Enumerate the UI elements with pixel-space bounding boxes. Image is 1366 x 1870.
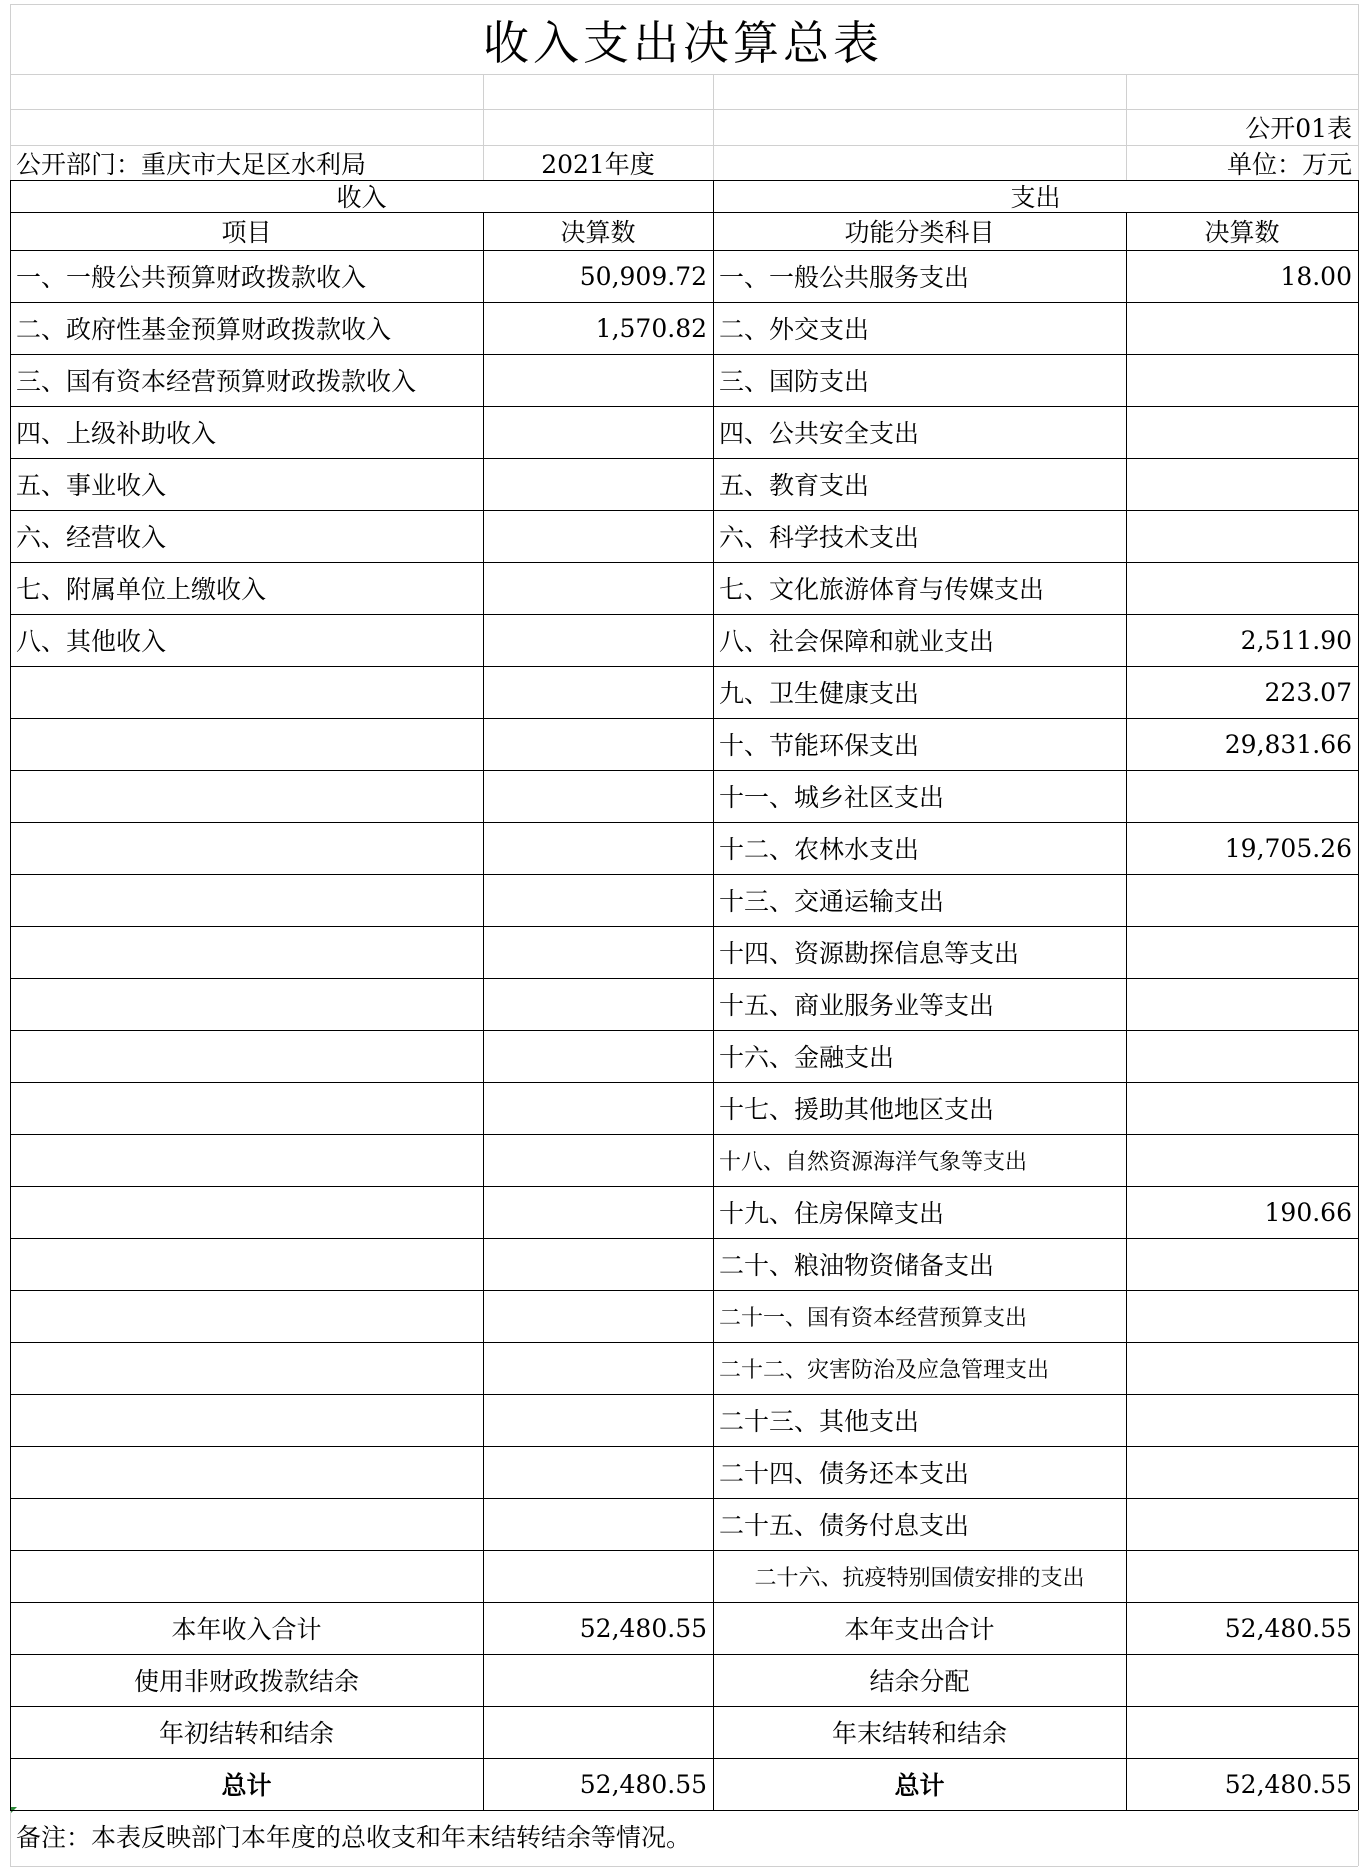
- income-section-header: 收入: [336, 183, 387, 212]
- grid-line: [10, 145, 1358, 146]
- income-item-cell: [10, 822, 483, 874]
- income-item-cell: 一、一般公共预算财政拨款收入: [16, 263, 367, 292]
- grid-line: [10, 1134, 1358, 1135]
- expense-amount-cell: [1126, 302, 1358, 354]
- income-item-cell: 二、政府性基金预算财政拨款收入: [16, 315, 392, 344]
- expense-item-cell: 十六、金融支出: [719, 1043, 895, 1072]
- grid-line: [10, 1030, 1358, 1031]
- grid-line: [10, 406, 1358, 407]
- grid-line: [10, 180, 1358, 181]
- expense-amount-cell: [1126, 978, 1358, 1030]
- grid-line: [10, 614, 1358, 615]
- expense-item-cell: 一、一般公共服务支出: [719, 263, 970, 292]
- income-amount-cell: [483, 1342, 713, 1394]
- income-amount-cell: [483, 406, 713, 458]
- grid-line: [10, 74, 1358, 75]
- income-item-cell: 八、其他收入: [16, 627, 167, 656]
- income-amount-cell: [483, 614, 713, 666]
- income-amount-cell: [483, 458, 713, 510]
- income-amount-cell: [483, 770, 713, 822]
- expense-item-cell: 十四、资源勘探信息等支出: [719, 939, 1020, 968]
- income-item-cell: [10, 1342, 483, 1394]
- grid-line: [10, 926, 1358, 927]
- grid-line: [10, 770, 1358, 771]
- grid-line: [10, 718, 1358, 719]
- expense-item-cell: 十三、交通运输支出: [719, 887, 945, 916]
- expense-item-cell: 十九、住房保障支出: [719, 1199, 945, 1228]
- expense-item-cell: 二十一、国有资本经营预算支出: [719, 1305, 1028, 1331]
- income-summary-label: 年初结转和结余: [158, 1719, 334, 1748]
- income-summary-label: 使用非财政拨款结余: [133, 1667, 359, 1696]
- grid-line: [10, 874, 1358, 875]
- income-amount-cell: [483, 666, 713, 718]
- income-item-cell: [10, 1082, 483, 1134]
- income-amount-cell: [483, 978, 713, 1030]
- income-item-cell: [10, 1134, 483, 1186]
- income-item-cell: [10, 666, 483, 718]
- expense-amount-cell: [1126, 1290, 1358, 1342]
- grid-line: [10, 1602, 1358, 1603]
- grid-line: [10, 1342, 1358, 1343]
- expense-item-cell: 二十二、灾害防治及应急管理支出: [719, 1357, 1050, 1383]
- expense-summary-label: 总计: [894, 1771, 945, 1800]
- grid-line: [10, 250, 1358, 251]
- income-item-cell: [10, 874, 483, 926]
- expense-amount-cell: [1126, 1446, 1358, 1498]
- income-amount-cell: 50,909.72: [579, 261, 707, 291]
- grid-line: [10, 109, 1358, 110]
- expense-amount-cell: [1126, 1498, 1358, 1550]
- grid-line: [10, 1446, 1358, 1447]
- grid-line: [10, 4, 11, 180]
- grid-line: [10, 1186, 1358, 1187]
- expense-amount-header: 决算数: [1204, 218, 1280, 247]
- grid-line: [10, 458, 1358, 459]
- income-amount-cell: [483, 874, 713, 926]
- expense-amount-cell: [1126, 510, 1358, 562]
- income-amount-cell: [483, 822, 713, 874]
- expense-item-cell: 十八、自然资源海洋气象等支出: [719, 1149, 1028, 1175]
- grid-line: [10, 1810, 1358, 1811]
- income-amount-cell: [483, 926, 713, 978]
- income-item-cell: 三、国有资本经营预算财政拨款收入: [16, 367, 417, 396]
- income-amount-cell: [483, 510, 713, 562]
- expense-item-cell: 七、文化旅游体育与传媒支出: [719, 575, 1045, 604]
- grid-line: [10, 1394, 1358, 1395]
- grid-line: [10, 510, 1358, 511]
- income-summary-amount: [483, 1654, 713, 1706]
- unit-label: 单位：万元: [1226, 149, 1352, 179]
- income-item-cell: [10, 1238, 483, 1290]
- expense-item-cell: 八、社会保障和就业支出: [719, 627, 995, 656]
- expense-amount-cell: [1126, 874, 1358, 926]
- grid-line: [1358, 180, 1359, 1810]
- expense-item-cell: 十五、商业服务业等支出: [719, 991, 995, 1020]
- expense-item-cell: 九、卫生健康支出: [719, 679, 920, 708]
- grid-line: [10, 1290, 1358, 1291]
- income-item-cell: [10, 1550, 483, 1602]
- grid-line: [10, 1654, 1358, 1655]
- expense-amount-cell: [1126, 1550, 1358, 1602]
- grid-line: [483, 74, 484, 180]
- grid-line: [10, 1866, 1358, 1867]
- form-code: 公开01表: [1245, 114, 1352, 143]
- grid-line: [10, 1082, 1358, 1083]
- income-summary-amount: 52,480.55: [579, 1613, 707, 1643]
- grid-line: [10, 1810, 11, 1866]
- expense-item-cell: 五、教育支出: [719, 471, 870, 500]
- expense-item-cell: 十二、农林水支出: [719, 835, 920, 864]
- expense-item-cell: 二、外交支出: [719, 315, 870, 344]
- expense-item-cell: 十、节能环保支出: [719, 731, 920, 760]
- grid-line: [10, 302, 1358, 303]
- grid-line: [1358, 4, 1359, 180]
- income-amount-cell: [483, 1238, 713, 1290]
- income-amount-cell: [483, 1290, 713, 1342]
- expense-amount-cell: 19,705.26: [1224, 833, 1352, 863]
- income-item-cell: [10, 1394, 483, 1446]
- income-amount-cell: [483, 1134, 713, 1186]
- income-summary-amount: [483, 1706, 713, 1758]
- income-item-cell: 五、事业收入: [16, 471, 167, 500]
- income-amount-cell: 1,570.82: [595, 313, 707, 343]
- income-item-cell: [10, 978, 483, 1030]
- footnote: 备注：本表反映部门本年度的总收支和年末结转结余等情况。: [16, 1823, 692, 1852]
- income-amount-cell: [483, 354, 713, 406]
- grid-line: [713, 74, 714, 180]
- income-amount-cell: [483, 1394, 713, 1446]
- income-summary-label: 总计: [221, 1771, 272, 1800]
- expense-summary-amount: 52,480.55: [1224, 1613, 1352, 1643]
- income-item-cell: 四、上级补助收入: [16, 419, 217, 448]
- income-item-cell: 六、经营收入: [16, 523, 167, 552]
- grid-line: [10, 1238, 1358, 1239]
- grid-line: [10, 4, 1358, 5]
- income-summary-label: 本年收入合计: [171, 1615, 322, 1644]
- expense-amount-cell: [1126, 458, 1358, 510]
- expense-amount-cell: [1126, 770, 1358, 822]
- expense-item-cell: 二十四、债务还本支出: [719, 1459, 970, 1488]
- expense-item-cell: 二十三、其他支出: [719, 1407, 920, 1436]
- expense-item-cell: 二十、粮油物资储备支出: [719, 1251, 995, 1280]
- income-amount-header: 决算数: [560, 218, 636, 247]
- income-amount-cell: [483, 1446, 713, 1498]
- grid-line: [10, 1498, 1358, 1499]
- expense-amount-cell: [1126, 562, 1358, 614]
- income-amount-cell: [483, 562, 713, 614]
- income-amount-cell: [483, 1550, 713, 1602]
- income-item-cell: [10, 1290, 483, 1342]
- income-item-cell: [10, 926, 483, 978]
- income-amount-cell: [483, 1186, 713, 1238]
- grid-line: [1126, 74, 1127, 180]
- expense-item-cell: 六、科学技术支出: [719, 523, 920, 552]
- grid-line: [1126, 212, 1127, 1810]
- expense-amount-cell: 223.07: [1264, 677, 1352, 707]
- income-item-cell: [10, 770, 483, 822]
- expense-amount-cell: [1126, 1134, 1358, 1186]
- expense-amount-cell: [1126, 1082, 1358, 1134]
- expense-summary-label: 结余分配: [869, 1667, 970, 1696]
- expense-item-cell: 三、国防支出: [719, 367, 870, 396]
- grid-line: [10, 180, 11, 1810]
- expense-amount-cell: [1126, 406, 1358, 458]
- grid-line: [10, 978, 1358, 979]
- expense-amount-cell: [1126, 354, 1358, 406]
- grid-line: [10, 1706, 1358, 1707]
- expense-amount-cell: 18.00: [1280, 261, 1352, 291]
- income-item-header: 项目: [221, 218, 272, 247]
- income-item-cell: [10, 1186, 483, 1238]
- sheet-title: 收入支出决算总表: [483, 16, 883, 70]
- income-item-cell: [10, 1498, 483, 1550]
- income-amount-cell: [483, 1030, 713, 1082]
- fiscal-year: 2021年度: [541, 149, 655, 179]
- expense-item-cell: 二十六、抗疫特别国债安排的支出: [754, 1565, 1085, 1591]
- expense-summary-amount: 52,480.55: [1224, 1769, 1352, 1799]
- expense-item-header: 功能分类科目: [844, 218, 995, 247]
- grid-line: [10, 822, 1358, 823]
- income-summary-amount: 52,480.55: [579, 1769, 707, 1799]
- expense-amount-cell: [1126, 1342, 1358, 1394]
- expense-amount-cell: 190.66: [1264, 1197, 1352, 1227]
- department-label: 公开部门：重庆市大足区水利局: [16, 149, 367, 179]
- grid-line: [10, 562, 1358, 563]
- expense-amount-cell: [1126, 1238, 1358, 1290]
- expense-amount-cell: 2,511.90: [1240, 625, 1352, 655]
- expense-summary-label: 年末结转和结余: [831, 1719, 1007, 1748]
- income-item-cell: [10, 1030, 483, 1082]
- grid-line: [10, 666, 1358, 667]
- income-amount-cell: [483, 1498, 713, 1550]
- expense-amount-cell: [1126, 1394, 1358, 1446]
- expense-item-cell: 十一、城乡社区支出: [719, 783, 945, 812]
- grid-line: [10, 354, 1358, 355]
- income-amount-cell: [483, 1082, 713, 1134]
- expense-amount-cell: [1126, 1030, 1358, 1082]
- grid-line: [10, 1758, 1358, 1759]
- income-item-cell: 七、附属单位上缴收入: [16, 575, 267, 604]
- income-amount-cell: [483, 718, 713, 770]
- expense-amount-cell: 29,831.66: [1224, 729, 1352, 759]
- expense-summary-amount: [1126, 1654, 1358, 1706]
- income-item-cell: [10, 1446, 483, 1498]
- income-item-cell: [10, 718, 483, 770]
- grid-line: [1358, 1810, 1359, 1866]
- grid-line: [10, 212, 1358, 213]
- grid-line: [483, 212, 484, 1810]
- expense-summary-label: 本年支出合计: [844, 1615, 995, 1644]
- expense-item-cell: 四、公共安全支出: [719, 419, 920, 448]
- expense-item-cell: 十七、援助其他地区支出: [719, 1095, 995, 1124]
- expense-amount-cell: [1126, 926, 1358, 978]
- expense-item-cell: 二十五、债务付息支出: [719, 1511, 970, 1540]
- grid-line: [713, 180, 714, 1810]
- expense-summary-amount: [1126, 1706, 1358, 1758]
- grid-line: [10, 1550, 1358, 1551]
- expense-section-header: 支出: [1010, 183, 1061, 212]
